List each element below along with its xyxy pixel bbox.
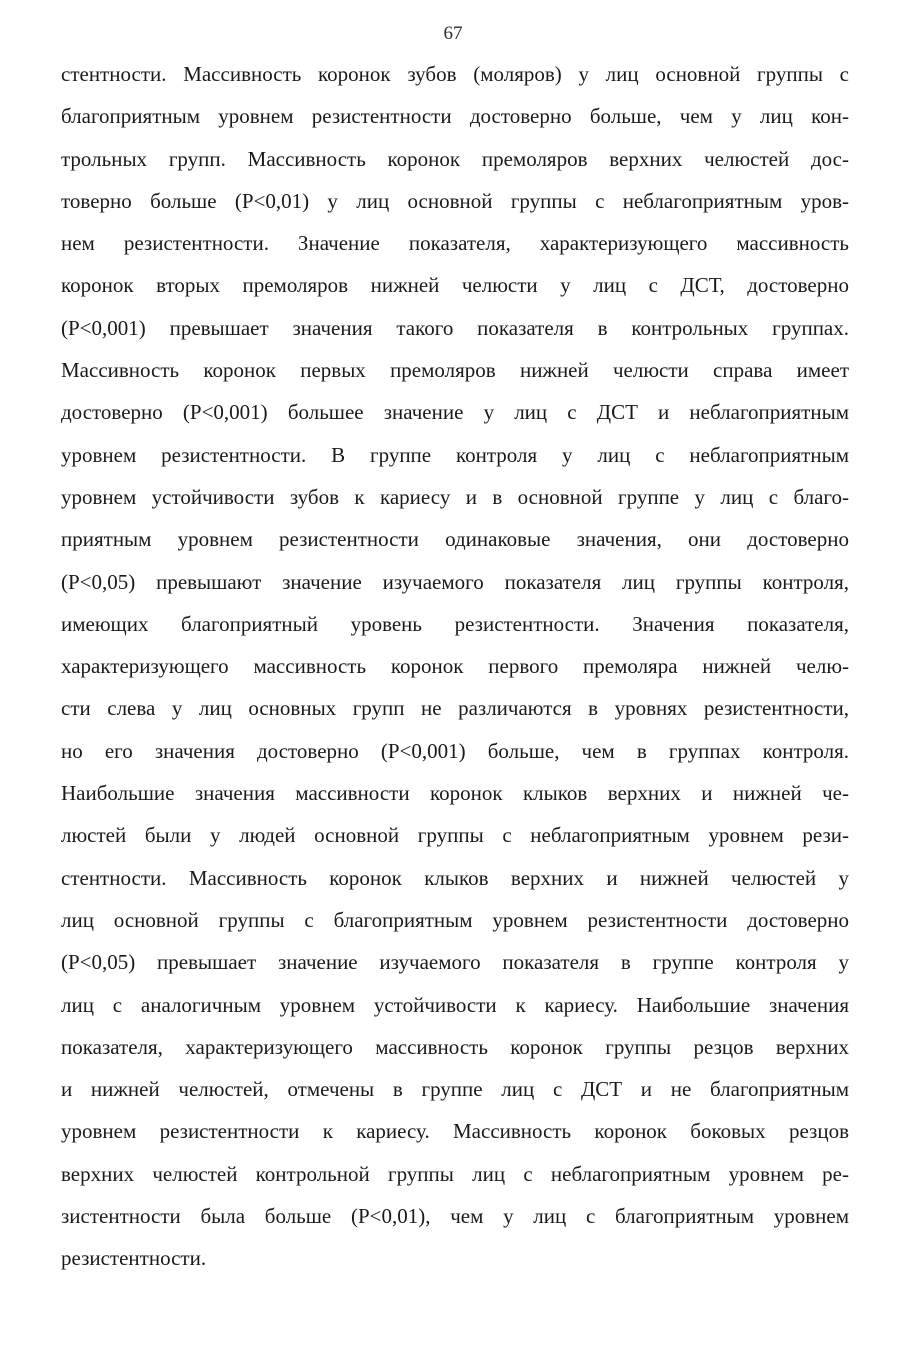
text-line: (P<0,05) превышает значение изучаемого показателя в группе контроля у bbox=[61, 950, 849, 975]
text-line: сти слева у лиц основных групп не различаются в уровнях резистентности, bbox=[61, 696, 849, 721]
text-line: зистентности была больше (P<0,01), чем у лиц с благоприятным уровнем bbox=[61, 1204, 849, 1229]
text-line: характеризующего массивность коронок первого премоляра нижней челю- bbox=[61, 654, 849, 679]
text-line: но его значения достоверно (P<0,001) больше, чем в группах контроля. bbox=[61, 738, 849, 763]
text-line: товерно больше (P<0,01) у лиц основной группы с неблагоприятным уров- bbox=[61, 188, 849, 213]
text-line: благоприятным уровнем резистентности достоверно больше, чем у лиц кон- bbox=[61, 104, 849, 129]
text-line: уровнем резистентности. В группе контроля у лиц с неблагоприятным bbox=[61, 442, 849, 467]
text-line: трольных групп. Массивность коронок премоляров верхних челюстей дос- bbox=[61, 146, 849, 171]
text-line: коронок вторых премоляров нижней челюсти у лиц с ДСТ, достоверно bbox=[61, 273, 849, 298]
text-line: лиц основной группы с благоприятным уровнем резистентности достоверно bbox=[61, 907, 849, 932]
text-line: приятным уровнем резистентности одинаковые значения, они достоверно bbox=[61, 527, 849, 552]
text-line: стентности. Массивность коронок клыков верхних и нижней челюстей у bbox=[61, 865, 849, 890]
text-line: показателя, характеризующего массивность коронок группы резцов верхних bbox=[61, 1034, 849, 1059]
page-number: 67 bbox=[443, 23, 463, 44]
text-line: и нижней челюстей, отмечены в группе лиц с ДСТ и не благоприятным bbox=[61, 1077, 849, 1102]
text-line: нем резистентности. Значение показателя, характеризующего массивность bbox=[61, 231, 849, 256]
text-line: лиц с аналогичным уровнем устойчивости к кариесу. Наибольшие значения bbox=[61, 992, 849, 1017]
text-line: уровнем резистентности к кариесу. Массивность коронок боковых резцов bbox=[61, 1119, 849, 1144]
text-line: Массивность коронок первых премоляров нижней челюсти справа имеет bbox=[61, 358, 849, 383]
text-line: верхних челюстей контрольной группы лиц с неблагоприятным уровнем ре- bbox=[61, 1161, 849, 1186]
text-line: (P<0,05) превышают значение изучаемого показателя лиц группы контроля, bbox=[61, 569, 849, 594]
text-line: (P<0,001) превышает значения такого показателя в контрольных группах. bbox=[61, 315, 849, 340]
text-line: стентности. Массивность коронок зубов (моляров) у лиц основной группы с bbox=[61, 62, 849, 86]
body-paragraph bbox=[61, 58, 849, 1285]
text-line: достоверно (P<0,001) большее значение у лиц с ДСТ и неблагоприятным bbox=[61, 400, 849, 425]
text-line: Наибольшие значения массивности коронок клыков верхних и нижней че- bbox=[61, 781, 849, 806]
text-line: люстей были у людей основной группы с неблагоприятным уровнем рези- bbox=[61, 823, 849, 848]
text-line: уровнем устойчивости зубов к кариесу и в основной группе у лиц с благо- bbox=[61, 484, 849, 509]
text-line: имеющих благоприятный уровень резистентности. Значения показателя, bbox=[61, 611, 849, 636]
text-line: резистентности. bbox=[61, 1246, 207, 1271]
